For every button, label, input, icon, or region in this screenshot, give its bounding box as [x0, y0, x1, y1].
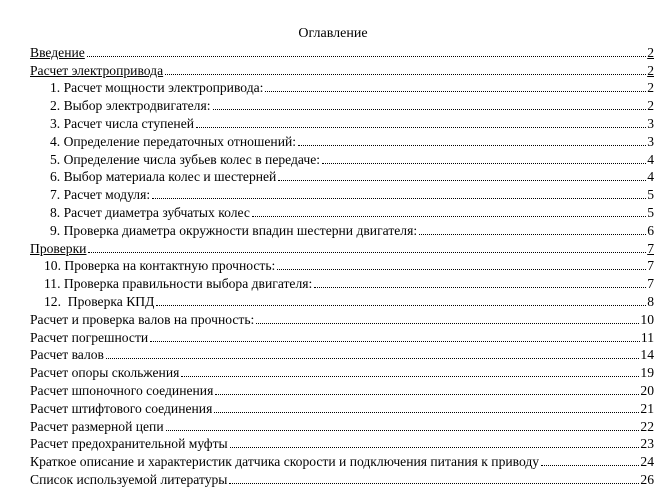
toc-entry-text: Проверки: [30, 240, 87, 256]
toc-entry-text: Расчет штифтового соединения: [30, 400, 213, 416]
toc-entry-text: 1. Расчет мощности электропривода:: [50, 80, 264, 96]
toc-leader-dots: [156, 305, 646, 306]
toc-entry-page: 8: [647, 293, 654, 309]
toc-entry-error-calculation[interactable]: [30, 328, 654, 346]
toc-entry-stages-count[interactable]: [30, 114, 654, 132]
toc-entry-page: 21: [640, 400, 654, 416]
toc-leader-dots: [419, 234, 646, 235]
toc-entry-page: 23: [640, 436, 654, 452]
toc-entry-sliding-bearing[interactable]: [30, 363, 654, 381]
toc-leader-dots: [252, 216, 646, 217]
toc-entry-root-circle-check[interactable]: [30, 221, 654, 239]
toc-entry-text: Расчет и проверка валов на прочность:: [30, 311, 255, 327]
toc-entry-text: 8. Расчет диаметра зубчатых колес: [50, 204, 250, 220]
toc-entry-page: 2: [647, 44, 654, 60]
toc-entry-gear-diameter[interactable]: [30, 203, 654, 221]
toc-entry-key-joint[interactable]: [30, 381, 654, 399]
toc-leader-dots: [196, 127, 646, 128]
toc-leader-dots: [181, 376, 639, 377]
toc-entry-text: 7. Расчет модуля:: [50, 187, 151, 203]
toc-entry-page: 6: [647, 222, 654, 238]
toc-entry-motor-check[interactable]: [30, 274, 654, 292]
toc-entry-text: Список используемой литературы: [30, 471, 228, 487]
toc-entry-text: Введение: [30, 44, 85, 60]
toc-entry-page: 7: [647, 276, 654, 292]
toc-entry-text: 5. Определение числа зубьев колес в передаче:: [50, 151, 321, 167]
toc-entry-text: Расчет опоры скольжения: [30, 365, 180, 381]
toc-entry-dimension-chain[interactable]: [30, 417, 654, 435]
toc-leader-dots: [213, 109, 647, 110]
toc-entry-material-selection[interactable]: [30, 168, 654, 186]
toc-leader-dots: [87, 56, 646, 57]
toc-entry-efficiency-check[interactable]: [30, 292, 654, 310]
toc-leader-dots: [214, 412, 639, 413]
toc-leader-dots: [265, 91, 646, 92]
toc-leader-dots: [150, 341, 640, 342]
toc-entry-page: 7: [647, 240, 654, 256]
toc-entry-page: 5: [647, 204, 654, 220]
toc-leader-dots: [541, 465, 639, 466]
toc-entry-pin-joint[interactable]: [30, 399, 654, 417]
toc-entry-page: 26: [640, 471, 654, 487]
toc-entry-contact-strength[interactable]: [30, 257, 654, 275]
toc-entry-text: Расчет валов: [30, 347, 104, 363]
toc-entry-page: 3: [647, 133, 654, 149]
toc-entry-page: 20: [640, 382, 654, 398]
toc-entry-page: 2: [647, 62, 654, 78]
toc-entry-page: 24: [640, 454, 654, 470]
toc-entry-motor-selection[interactable]: [30, 96, 654, 114]
toc-entry-page: 5: [647, 187, 654, 203]
toc-entry-text: 6. Выбор материала колес и шестерней: [50, 169, 277, 185]
toc-entry-text: 2. Выбор электродвигателя:: [50, 98, 211, 114]
toc-list: [30, 43, 654, 488]
toc-leader-dots: [88, 252, 646, 253]
toc-entry-power-calculation[interactable]: [30, 79, 654, 97]
toc-entry-page: 10: [640, 311, 654, 327]
toc-entry-drive-calculation[interactable]: [30, 61, 654, 79]
toc-entry-text: Расчет погрешности: [30, 329, 149, 345]
toc-entry-page: 19: [640, 365, 654, 381]
toc-entry-introduction[interactable]: [30, 43, 654, 61]
toc-entry-page: 4: [647, 169, 654, 185]
toc-entry-module-calculation[interactable]: [30, 185, 654, 203]
toc-entry-page: 22: [640, 418, 654, 434]
toc-entry-page: 7: [647, 258, 654, 274]
toc-entry-text: 9. Проверка диаметра окружности впадин шестерни двигателя:: [50, 222, 418, 238]
toc-entry-references[interactable]: [30, 470, 654, 488]
toc-leader-dots: [277, 269, 646, 270]
toc-leader-dots: [165, 74, 646, 75]
toc-entry-safety-clutch[interactable]: [30, 435, 654, 453]
toc-entry-text: Расчет шпоночного соединения: [30, 382, 214, 398]
toc-entry-text: Расчет предохранительной муфты: [30, 436, 228, 452]
toc-leader-dots: [314, 287, 646, 288]
toc-leader-dots: [298, 145, 646, 146]
toc-leader-dots: [230, 447, 640, 448]
toc-leader-dots: [152, 198, 646, 199]
toc-entry-page: 4: [647, 151, 654, 167]
toc-title: Оглавление: [298, 26, 368, 41]
toc-entry-text: 3. Расчет числа ступеней: [50, 115, 195, 131]
toc-entry-text: 4. Определение передаточных отношений:: [50, 133, 297, 149]
toc-entry-text: Расчет размерной цепи: [30, 418, 164, 434]
toc-entry-page: 2: [647, 98, 654, 114]
toc-entry-shaft-strength[interactable]: [30, 310, 654, 328]
toc-leader-dots: [256, 323, 639, 324]
toc-leader-dots: [166, 430, 640, 431]
toc-leader-dots: [229, 483, 639, 484]
toc-entry-teeth-count[interactable]: [30, 150, 654, 168]
toc-entry-text: Расчет электропривода: [30, 62, 164, 78]
toc-entry-text: 12. Проверка КПД: [44, 293, 155, 309]
toc-entry-page: 14: [640, 347, 654, 363]
toc-entry-text: Краткое описание и характеристик датчика скорости и подключения питания к приводу: [30, 454, 540, 470]
toc-entry-text: 11. Проверка правильности выбора двигателя:: [44, 276, 313, 292]
toc-leader-dots: [106, 358, 639, 359]
toc-leader-dots: [322, 163, 646, 164]
toc-entry-page: 3: [647, 115, 654, 131]
toc-leader-dots: [215, 394, 639, 395]
toc-entry-text: 10. Проверка на контактную прочность:: [44, 258, 276, 274]
toc-entry-page: 2: [647, 80, 654, 96]
toc-entry-checks[interactable]: [30, 239, 654, 257]
toc-entry-speed-sensor[interactable]: [30, 452, 654, 470]
toc-entry-shaft-calculation[interactable]: [30, 346, 654, 364]
toc-leader-dots: [278, 180, 646, 181]
toc-entry-gear-ratios[interactable]: [30, 132, 654, 150]
toc-entry-page: 11: [640, 329, 654, 345]
